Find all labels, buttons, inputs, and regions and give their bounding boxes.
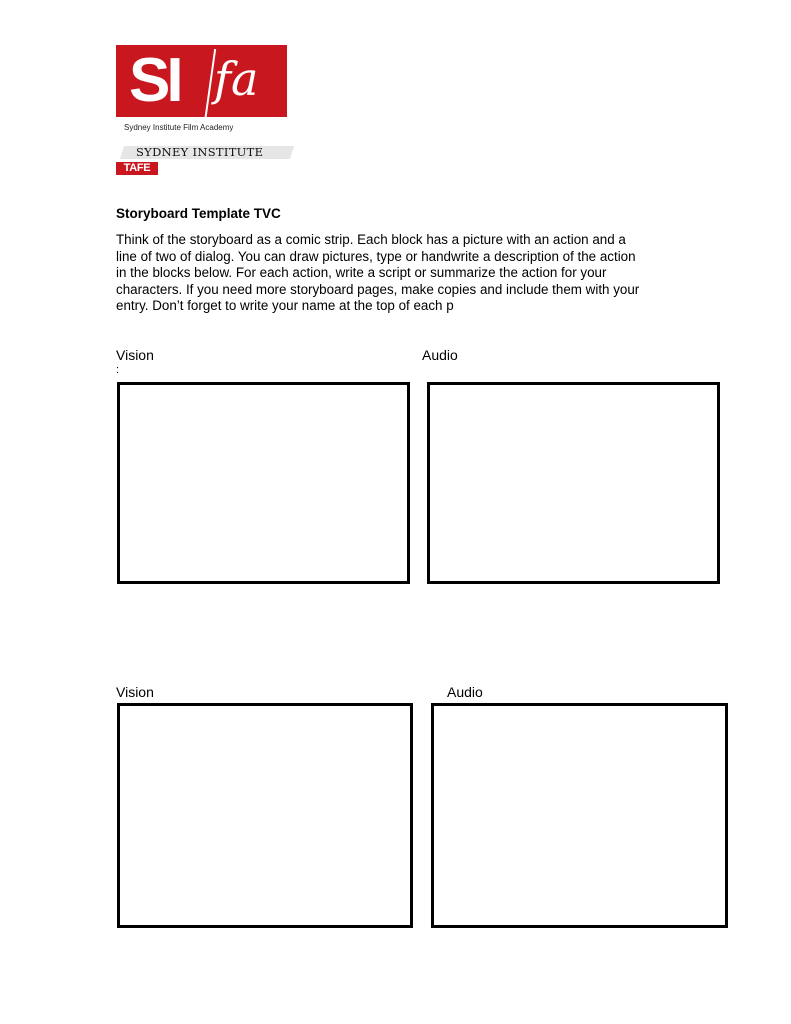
vision-label-2: Vision <box>116 684 154 700</box>
intro-paragraph <box>116 232 696 315</box>
logo-fa-text: fa <box>214 52 259 106</box>
logo-tafe-badge: TAFE <box>116 162 158 175</box>
logo-academy-text: Sydney Institute Film Academy <box>124 123 234 132</box>
sifa-logo <box>116 45 296 175</box>
colon-marker: : <box>116 364 120 376</box>
intro-line: line of two of dialog. You can draw pictures, type or handwrite a description of the action <box>116 248 636 264</box>
audio-frame-2[interactable] <box>431 703 728 928</box>
vision-frame-1[interactable] <box>117 382 410 584</box>
intro-line: entry. Don’t forget to write your name at the top of each p <box>116 298 454 313</box>
logo-si-text: SI <box>129 46 180 115</box>
audio-label-1: Audio <box>422 347 458 363</box>
audio-frame-1[interactable] <box>427 382 720 584</box>
vision-label-1: Vision <box>116 347 154 363</box>
intro-line: in the blocks below. For each action, write a script or summarize the action for your <box>116 265 607 280</box>
intro-line: characters. If you need more storyboard pages, make copies and include them with your <box>116 281 640 297</box>
intro-line: Think of the storyboard as a comic strip. Each block has a picture with an action and a <box>116 232 626 247</box>
audio-label-2: Audio <box>447 684 483 700</box>
document-title: Storyboard Template TVC <box>116 206 281 221</box>
vision-frame-2[interactable] <box>117 703 413 928</box>
logo-sydney-institute-text: SYDNEY INSTITUTE <box>136 145 264 159</box>
